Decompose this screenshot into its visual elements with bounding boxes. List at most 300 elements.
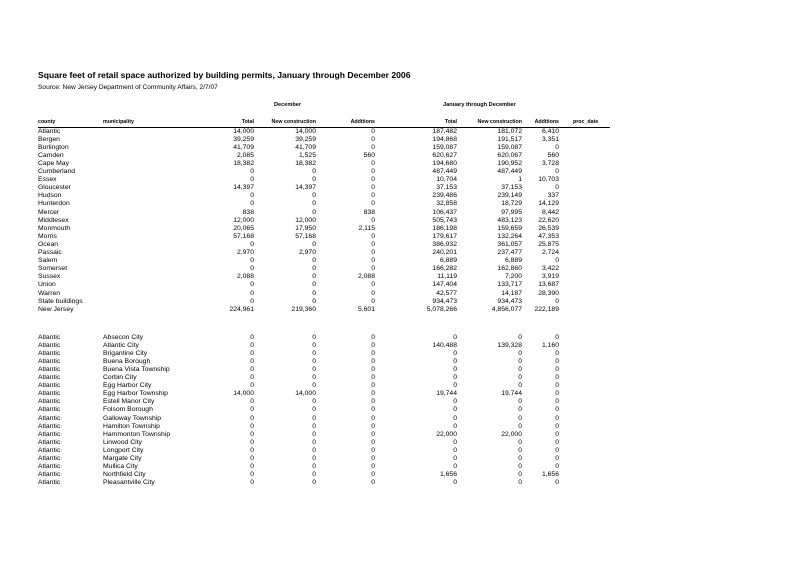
col-header-dec-new: New construction (271, 119, 316, 125)
col-header-jan-additions: Additions (534, 119, 559, 125)
cell-jan-total: 6,889 (439, 257, 457, 265)
table-row (0, 200, 800, 208)
cell-jan-additions: 22,620 (538, 216, 559, 224)
cell-dec-additions: 2,088 (357, 273, 375, 281)
cell-dec-total: 0 (250, 265, 254, 273)
cell-dec-additions: 0 (371, 414, 375, 422)
cell-jan-new: 0 (518, 398, 522, 406)
cell-county: Mercer (38, 208, 60, 216)
cell-county: Atlantic (38, 430, 61, 438)
cell-jan-total: 487,449 (432, 168, 457, 175)
cell-municipality: Estell Manor City (103, 398, 155, 406)
cell-dec-additions: 0 (371, 382, 375, 390)
cell-dec-new: 14,000 (295, 127, 316, 135)
table-row (0, 233, 800, 241)
cell-jan-additions: 28,390 (538, 289, 559, 297)
cell-jan-additions: 337 (547, 192, 559, 200)
cell-dec-additions: 0 (371, 216, 375, 224)
cell-dec-total: 0 (250, 192, 254, 200)
cell-jan-total: 0 (453, 382, 457, 390)
cell-dec-new: 0 (312, 265, 316, 273)
cell-dec-new: 17,950 (295, 224, 316, 232)
cell-dec-additions: 0 (371, 289, 375, 297)
cell-municipality: Atlantic City (103, 341, 139, 349)
cell-dec-additions: 0 (371, 192, 375, 200)
cell-dec-new: 0 (312, 365, 316, 373)
cell-county: Atlantic (38, 414, 61, 422)
cell-dec-additions: 0 (371, 349, 375, 357)
cell-dec-additions: 2,115 (358, 224, 375, 232)
cell-county: Atlantic (38, 479, 61, 487)
cell-municipality: Galloway Township (103, 414, 162, 422)
cell-county: Sussex (38, 273, 61, 281)
cell-dec-additions: 0 (371, 390, 375, 398)
cell-jan-total: 194,680 (432, 159, 457, 167)
cell-county: Atlantic (38, 349, 61, 357)
cell-jan-new: 159,087 (497, 143, 522, 151)
cell-dec-total: 0 (250, 200, 254, 208)
cell-jan-new: 934,473 (497, 297, 522, 305)
col-header-jan-new: New construction (477, 119, 522, 125)
cell-jan-additions: 2,724 (541, 249, 559, 256)
cell-municipality: Longport City (103, 446, 144, 454)
cell-jan-total: 22,000 (436, 430, 457, 438)
cell-county: Atlantic (38, 365, 61, 373)
group-header-december: December (274, 102, 302, 108)
cell-dec-new: 0 (312, 192, 316, 200)
table-row (0, 463, 800, 471)
cell-municipality: Egg Harbor City (103, 382, 152, 390)
cell-municipality: Margate City (103, 455, 142, 462)
cell-dec-total: 0 (250, 281, 254, 289)
cell-dec-new: 0 (312, 281, 316, 289)
cell-dec-total: 0 (250, 382, 254, 390)
cell-county: Salem (38, 257, 58, 265)
cell-jan-new: 6,889 (504, 257, 522, 265)
col-header-proc-date: proc_date (573, 119, 599, 125)
cell-dec-new: 0 (312, 430, 316, 438)
table-row (0, 423, 800, 431)
cell-dec-new: 0 (312, 168, 316, 175)
cell-dec-additions: 0 (371, 168, 375, 175)
col-header-dec-additions: Additions (350, 119, 375, 125)
cell-county: Atlantic (38, 406, 61, 414)
table-row (0, 128, 800, 136)
cell-dec-additions: 0 (371, 159, 375, 167)
cell-jan-new: 139,328 (497, 341, 522, 349)
cell-dec-new: 0 (312, 208, 316, 216)
cell-dec-total: 14,000 (233, 127, 254, 135)
cell-jan-new: 239,149 (497, 192, 522, 200)
table-row (0, 350, 800, 358)
cell-dec-additions: 5,601 (357, 305, 375, 313)
cell-jan-additions: 13,687 (538, 281, 559, 289)
cell-jan-additions: 0 (555, 365, 559, 373)
cell-jan-new: 483,123 (497, 216, 522, 224)
table-row (0, 257, 800, 265)
cell-dec-additions: 0 (371, 281, 375, 289)
cell-dec-total: 0 (250, 374, 254, 381)
cell-jan-additions: 6,410 (541, 127, 559, 135)
cell-jan-additions: 0 (555, 382, 559, 390)
cell-jan-new: 37,153 (501, 184, 522, 192)
cell-municipality: Mullica City (103, 463, 138, 471)
cell-jan-total: 0 (453, 349, 457, 357)
cell-jan-new: 1 (518, 176, 522, 184)
cell-dec-new: 219,360 (291, 305, 316, 313)
cell-dec-additions: 0 (371, 143, 375, 151)
cell-jan-new: 133,717 (497, 281, 522, 289)
cell-jan-new: 0 (518, 406, 522, 414)
table-row (0, 455, 800, 463)
cell-dec-additions: 0 (371, 257, 375, 265)
cell-county: Atlantic (38, 471, 61, 479)
table-row (0, 290, 800, 298)
cell-jan-total: 0 (453, 333, 457, 341)
cell-jan-total: 0 (453, 357, 457, 365)
table-row (0, 415, 800, 423)
cell-dec-new: 0 (312, 422, 316, 430)
table-row (0, 241, 800, 249)
cell-jan-total: 0 (453, 414, 457, 422)
cell-jan-additions: 0 (555, 406, 559, 414)
table-row (0, 439, 800, 447)
cell-jan-total: 19,744 (436, 390, 457, 398)
cell-dec-additions: 0 (371, 446, 375, 454)
cell-county: Atlantic (38, 390, 61, 398)
cell-dec-additions: 0 (371, 135, 375, 143)
cell-jan-new: 159,659 (497, 224, 522, 232)
cell-jan-total: 0 (453, 446, 457, 454)
cell-dec-additions: 0 (371, 471, 375, 479)
cell-dec-new: 57,168 (295, 232, 316, 240)
cell-jan-additions: 1,656 (541, 471, 559, 479)
cell-dec-new: 0 (312, 471, 316, 479)
cell-dec-new: 0 (312, 382, 316, 390)
cell-jan-additions: 14,129 (538, 200, 559, 208)
cell-jan-additions: 0 (555, 463, 559, 471)
cell-county: Cumberland (38, 168, 76, 175)
cell-jan-new: 181,072 (497, 127, 522, 135)
cell-municipality: Northfield City (103, 471, 146, 479)
cell-jan-additions: 0 (555, 297, 559, 305)
cell-county: Atlantic (38, 463, 61, 471)
table-row (0, 390, 800, 398)
group-header-jan-dec: January through December (443, 102, 516, 108)
cell-jan-additions: 560 (547, 151, 559, 159)
cell-dec-total: 0 (250, 333, 254, 341)
table-row (0, 152, 800, 160)
cell-dec-total: 0 (250, 455, 254, 462)
cell-county: New Jersey (38, 305, 74, 313)
cell-jan-additions: 0 (555, 184, 559, 192)
table-row (0, 431, 800, 439)
cell-jan-new: 0 (518, 479, 522, 487)
cell-jan-additions: 0 (555, 398, 559, 406)
cell-jan-total: 239,486 (432, 192, 457, 200)
cell-jan-total: 5,078,266 (426, 305, 457, 313)
cell-dec-new: 0 (312, 479, 316, 487)
cell-dec-additions: 0 (371, 341, 375, 349)
cell-dec-new: 0 (312, 341, 316, 349)
cell-jan-additions: 3,919 (541, 273, 559, 281)
cell-county: Middlesex (38, 216, 69, 224)
cell-dec-new: 1,525 (298, 151, 316, 159)
table-row (0, 209, 800, 217)
cell-jan-new: 0 (518, 422, 522, 430)
cell-dec-total: 0 (250, 168, 254, 175)
cell-jan-new: 191,517 (497, 135, 522, 143)
table-row (0, 273, 800, 281)
cell-jan-additions: 3,728 (541, 159, 559, 167)
cell-dec-new: 0 (312, 240, 316, 248)
cell-dec-total: 0 (250, 297, 254, 305)
cell-dec-new: 39,259 (295, 135, 316, 143)
cell-jan-additions: 0 (555, 446, 559, 454)
cell-dec-new: 14,000 (295, 390, 316, 398)
cell-dec-additions: 0 (371, 374, 375, 381)
cell-jan-additions: 0 (555, 168, 559, 175)
cell-county: Atlantic (38, 446, 61, 454)
col-header-dec-total: Total (241, 119, 254, 125)
cell-dec-new: 0 (312, 273, 316, 281)
cell-jan-new: 190,952 (497, 159, 522, 167)
cell-dec-additions: 0 (371, 438, 375, 446)
cell-jan-new: 97,995 (501, 208, 522, 216)
cell-jan-total: 147,404 (432, 281, 457, 289)
table-row (0, 176, 800, 184)
table-row (0, 447, 800, 455)
cell-dec-additions: 0 (371, 200, 375, 208)
cell-dec-new: 0 (312, 200, 316, 208)
table-row (0, 334, 800, 342)
cell-jan-total: 11,119 (437, 273, 457, 281)
cell-county: Hunterdon (38, 200, 70, 208)
cell-county: Atlantic (38, 422, 61, 430)
cell-jan-additions: 3,351 (541, 135, 559, 143)
cell-dec-total: 0 (250, 398, 254, 406)
table-row (0, 136, 800, 144)
cell-jan-additions: 0 (555, 390, 559, 398)
cell-county: Passaic (38, 249, 62, 256)
cell-jan-total: 0 (453, 365, 457, 373)
table-row (0, 298, 800, 306)
cell-dec-total: 0 (250, 365, 254, 373)
cell-jan-new: 487,449 (497, 168, 522, 175)
cell-dec-new: 12,000 (295, 216, 316, 224)
cell-jan-additions: 0 (555, 438, 559, 446)
col-header-jan-total: Total (444, 119, 457, 125)
cell-dec-total: 12,000 (233, 216, 254, 224)
cell-jan-new: 14,187 (501, 289, 522, 297)
table-row (0, 249, 800, 257)
cell-jan-new: 0 (518, 333, 522, 341)
cell-jan-new: 22,000 (501, 430, 522, 438)
cell-jan-total: 0 (453, 374, 457, 381)
cell-jan-total: 10,704 (436, 176, 457, 184)
cell-county: Cape May (38, 159, 69, 167)
cell-dec-total: 0 (250, 357, 254, 365)
cell-dec-additions: 0 (371, 297, 375, 305)
cell-jan-new: 0 (518, 365, 522, 373)
cell-dec-additions: 0 (371, 333, 375, 341)
cell-dec-new: 0 (312, 398, 316, 406)
cell-dec-additions: 0 (371, 365, 375, 373)
cell-county: Essex (38, 176, 57, 184)
cell-municipality: Buena Vista Township (103, 365, 170, 373)
cell-jan-total: 140,488 (432, 341, 457, 349)
cell-dec-new: 0 (312, 455, 316, 462)
cell-dec-additions: 0 (371, 422, 375, 430)
cell-dec-total: 0 (250, 446, 254, 454)
cell-dec-total: 39,259 (233, 135, 254, 143)
table-row (0, 281, 800, 289)
cell-dec-additions: 0 (371, 265, 375, 273)
cell-jan-total: 240,201 (432, 249, 457, 256)
cell-dec-new: 0 (312, 438, 316, 446)
table-row (0, 342, 800, 350)
cell-county: Warren (38, 289, 61, 297)
cell-dec-total: 0 (250, 176, 254, 184)
source-note: Source: New Jersey Department of Community Affairs, 2/7/07 (38, 84, 218, 91)
cell-dec-total: 2,088 (236, 273, 254, 281)
cell-jan-additions: 0 (555, 257, 559, 265)
cell-jan-total: 179,617 (432, 232, 457, 240)
cell-dec-total: 0 (250, 240, 254, 248)
cell-dec-total: 0 (250, 414, 254, 422)
cell-jan-new: 0 (518, 455, 522, 462)
cell-dec-new: 0 (312, 414, 316, 422)
cell-jan-total: 0 (453, 438, 457, 446)
cell-jan-new: 237,477 (497, 249, 522, 256)
cell-dec-total: 0 (250, 349, 254, 357)
col-header-municipality: municipality (103, 119, 134, 125)
cell-municipality: Folsom Borough (103, 406, 153, 414)
cell-dec-new: 0 (312, 446, 316, 454)
cell-jan-additions: 0 (555, 333, 559, 341)
cell-dec-total: 0 (250, 289, 254, 297)
cell-county: Atlantic (38, 374, 61, 381)
cell-jan-total: 106,437 (432, 208, 457, 216)
cell-jan-total: 187,482 (432, 127, 457, 135)
cell-jan-new: 0 (518, 471, 522, 479)
cell-jan-total: 0 (453, 398, 457, 406)
cell-jan-additions: 0 (555, 455, 559, 462)
table-row (0, 144, 800, 152)
cell-jan-additions: 8,442 (541, 208, 559, 216)
cell-jan-total: 0 (453, 479, 457, 487)
cell-county: Ocean (38, 240, 59, 248)
cell-dec-additions: 0 (371, 406, 375, 414)
cell-jan-additions: 47,353 (538, 232, 559, 240)
cell-dec-additions: 0 (371, 455, 375, 462)
table-row (0, 265, 800, 273)
cell-dec-additions: 0 (371, 430, 375, 438)
table-row (0, 398, 800, 406)
table-row (0, 406, 800, 414)
cell-dec-new: 0 (312, 357, 316, 365)
cell-dec-new: 0 (312, 333, 316, 341)
table-row (0, 306, 800, 314)
cell-jan-additions: 0 (555, 430, 559, 438)
cell-dec-additions: 0 (371, 463, 375, 471)
cell-jan-total: 32,858 (436, 200, 457, 208)
cell-dec-additions: 0 (371, 240, 375, 248)
cell-jan-additions: 0 (555, 414, 559, 422)
cell-county: Atlantic (38, 382, 61, 390)
cell-dec-total: 2,085 (236, 151, 254, 159)
table-row (0, 168, 800, 176)
cell-jan-new: 361,057 (497, 240, 522, 248)
cell-jan-total: 620,627 (432, 151, 457, 159)
cell-jan-total: 186,198 (432, 224, 457, 232)
cell-dec-total: 0 (250, 406, 254, 414)
cell-dec-total: 14,000 (233, 390, 254, 398)
cell-municipality: Brigantine City (103, 349, 148, 357)
cell-jan-additions: 0 (555, 349, 559, 357)
cell-dec-total: 0 (250, 257, 254, 265)
cell-jan-total: 505,743 (432, 216, 457, 224)
table-row (0, 374, 800, 382)
table-row (0, 192, 800, 200)
cell-dec-new: 0 (312, 289, 316, 297)
cell-municipality: Hamilton Township (103, 422, 160, 430)
cell-jan-total: 934,473 (432, 297, 457, 305)
cell-county: Hudson (38, 192, 62, 200)
cell-jan-total: 386,932 (432, 240, 457, 248)
cell-jan-total: 1,656 (439, 471, 457, 479)
cell-dec-new: 0 (312, 257, 316, 265)
cell-dec-additions: 560 (363, 151, 375, 159)
cell-jan-total: 37,153 (436, 184, 457, 192)
cell-dec-total: 20,065 (233, 224, 254, 232)
cell-dec-additions: 0 (371, 357, 375, 365)
cell-dec-additions: 0 (371, 232, 375, 240)
cell-dec-total: 18,382 (233, 159, 254, 167)
cell-jan-new: 4,856,077 (491, 305, 522, 313)
cell-county: Atlantic (38, 438, 61, 446)
cell-county: Monmouth (38, 224, 71, 232)
cell-jan-total: 42,577 (436, 289, 457, 297)
cell-municipality: Corbin City (103, 374, 137, 381)
cell-dec-total: 2,970 (236, 249, 254, 256)
cell-county: Atlantic (38, 357, 61, 365)
cell-jan-additions: 0 (555, 357, 559, 365)
cell-jan-total: 0 (453, 406, 457, 414)
cell-jan-new: 18,729 (501, 200, 522, 208)
table-row (0, 479, 800, 487)
cell-dec-additions: 0 (371, 184, 375, 192)
cell-jan-additions: 3,422 (541, 265, 559, 273)
cell-dec-new: 41,709 (295, 143, 316, 151)
cell-jan-new: 0 (518, 414, 522, 422)
cell-jan-additions: 0 (555, 374, 559, 381)
table-row (0, 217, 800, 225)
cell-county: Gloucester (38, 184, 71, 192)
cell-dec-additions: 0 (371, 479, 375, 487)
cell-dec-additions: 0 (371, 398, 375, 406)
table-row (0, 366, 800, 374)
cell-county: Somerset (38, 265, 68, 273)
cell-dec-new: 14,397 (295, 184, 316, 192)
cell-municipality: Linwood City (103, 438, 142, 446)
cell-dec-new: 18,382 (295, 159, 316, 167)
cell-jan-total: 0 (453, 463, 457, 471)
cell-jan-new: 0 (518, 382, 522, 390)
cell-county: Camden (38, 151, 64, 159)
cell-county: Atlantic (38, 398, 61, 406)
cell-dec-total: 224,961 (229, 305, 254, 313)
